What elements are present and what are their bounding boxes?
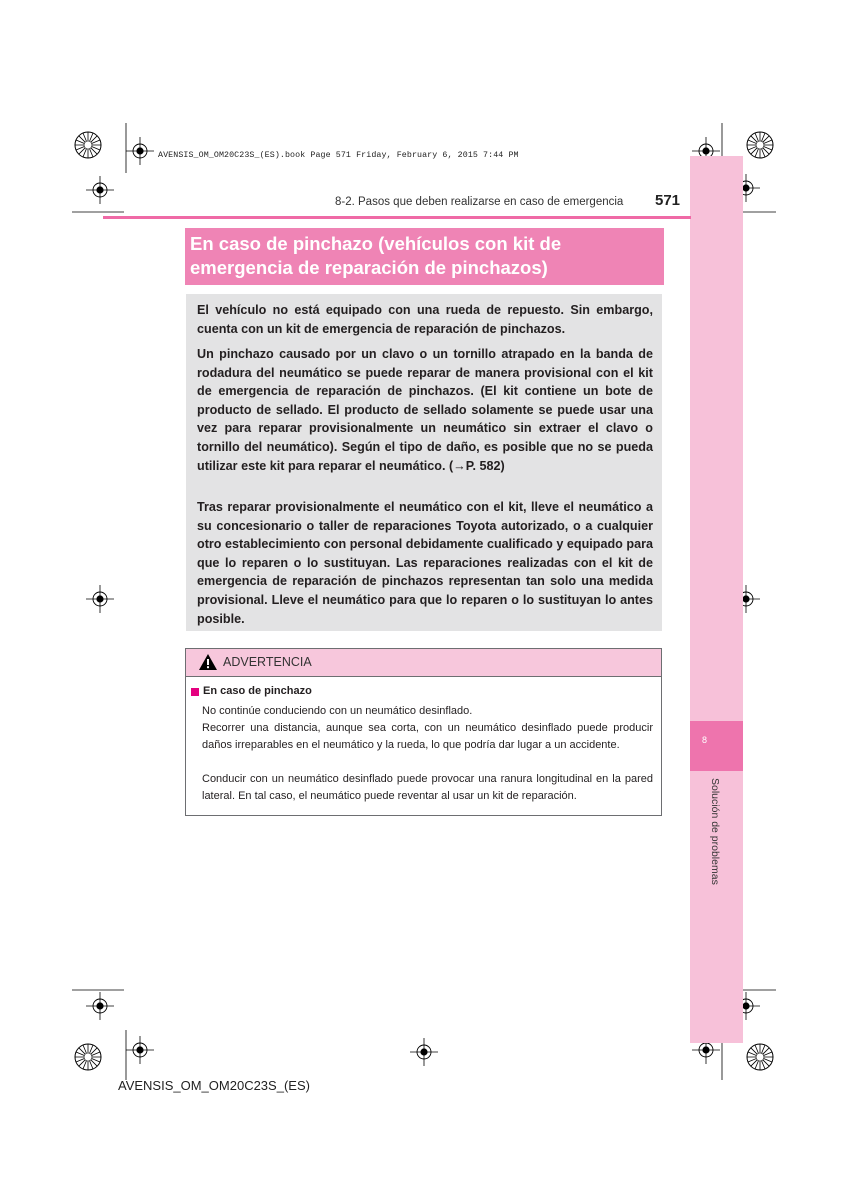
warning-line-1: No continúe conduciendo con un neumático desinflado. — [202, 705, 473, 717]
intro-paragraph-2: Un pinchazo causado por un clavo o un tornillo atrapado en la banda de rodadura del neumático se puede reparar de manera provisional con el kit de emergencia de reparación de pinchazos. (El kit contiene un bote de producto de sellado. El producto de sellado solamente se puede usar una vez para reparar provisionalmente un neumático sin extraer el clavo o tornillo del neumático). Según el tipo de daño, es posible que no se pueda utilizar este kit para reparar el neumático. (→P. 582) — [197, 347, 653, 473]
intro-paragraph-3: Tras reparar provisionalmente el neumático con el kit, lleve el neumático a su concesionario o taller de reparaciones Toyota autorizado, o a cualquier otro establecimiento con personal debidamente cualificado y equipado para que lo reparen o lo sustituyan. Las reparaciones realizadas con el kit de emergencia de reparación de pinchazos representan tan solo una medida provisional. Lleve el neumático para que lo reparen o lo sustituyan lo antes posible. — [197, 500, 653, 626]
warning-header — [186, 649, 661, 677]
intro-paragraph-1: El vehículo no está equipado con una rueda de repuesto. Sin embargo, cuenta con un kit de emergencia de reparación de pinchazos. — [197, 303, 653, 336]
warning-line-2: Recorrer una distancia, aunque sea corta, con un neumático desinflado puede producir daños irreparables en el neumático y la rueda, lo que podría dar lugar a un accidente. — [202, 722, 653, 751]
page-title: En caso de pinchazo (vehículos con kit de emergencia de reparación de pinchazos) — [190, 233, 562, 278]
print-info: AVENSIS_OM_OM20C23S_(ES).book Page 571 Friday, February 6, 2015 7:44 PM — [158, 151, 519, 160]
section-header: 8-2. Pasos que deben realizarse en caso de emergencia — [335, 196, 624, 208]
chapter-number: 8 — [702, 735, 708, 745]
square-bullet-icon — [191, 688, 199, 696]
intro-box — [186, 294, 662, 631]
footer-code: AVENSIS_OM_OM20C23S_(ES) — [118, 1078, 310, 1093]
chapter-title: Solución de problemas — [709, 778, 721, 885]
warning-triangle-icon — [198, 653, 218, 671]
warning-box — [185, 648, 662, 816]
warning-line-3: Conducir con un neumático desinflado puede provocar una ranura longitudinal en la pared lateral. En tal caso, el neumático puede reventar al usar un kit de reparación. — [202, 773, 653, 802]
warning-subheading: En caso de pinchazo — [203, 685, 312, 697]
header-rule — [103, 216, 691, 219]
title-banner — [185, 228, 664, 285]
warning-label: ADVERTENCIA — [223, 655, 312, 669]
chapter-side-tab — [690, 156, 743, 1043]
chapter-number-tab — [690, 721, 743, 771]
page-number: 571 — [655, 192, 681, 209]
